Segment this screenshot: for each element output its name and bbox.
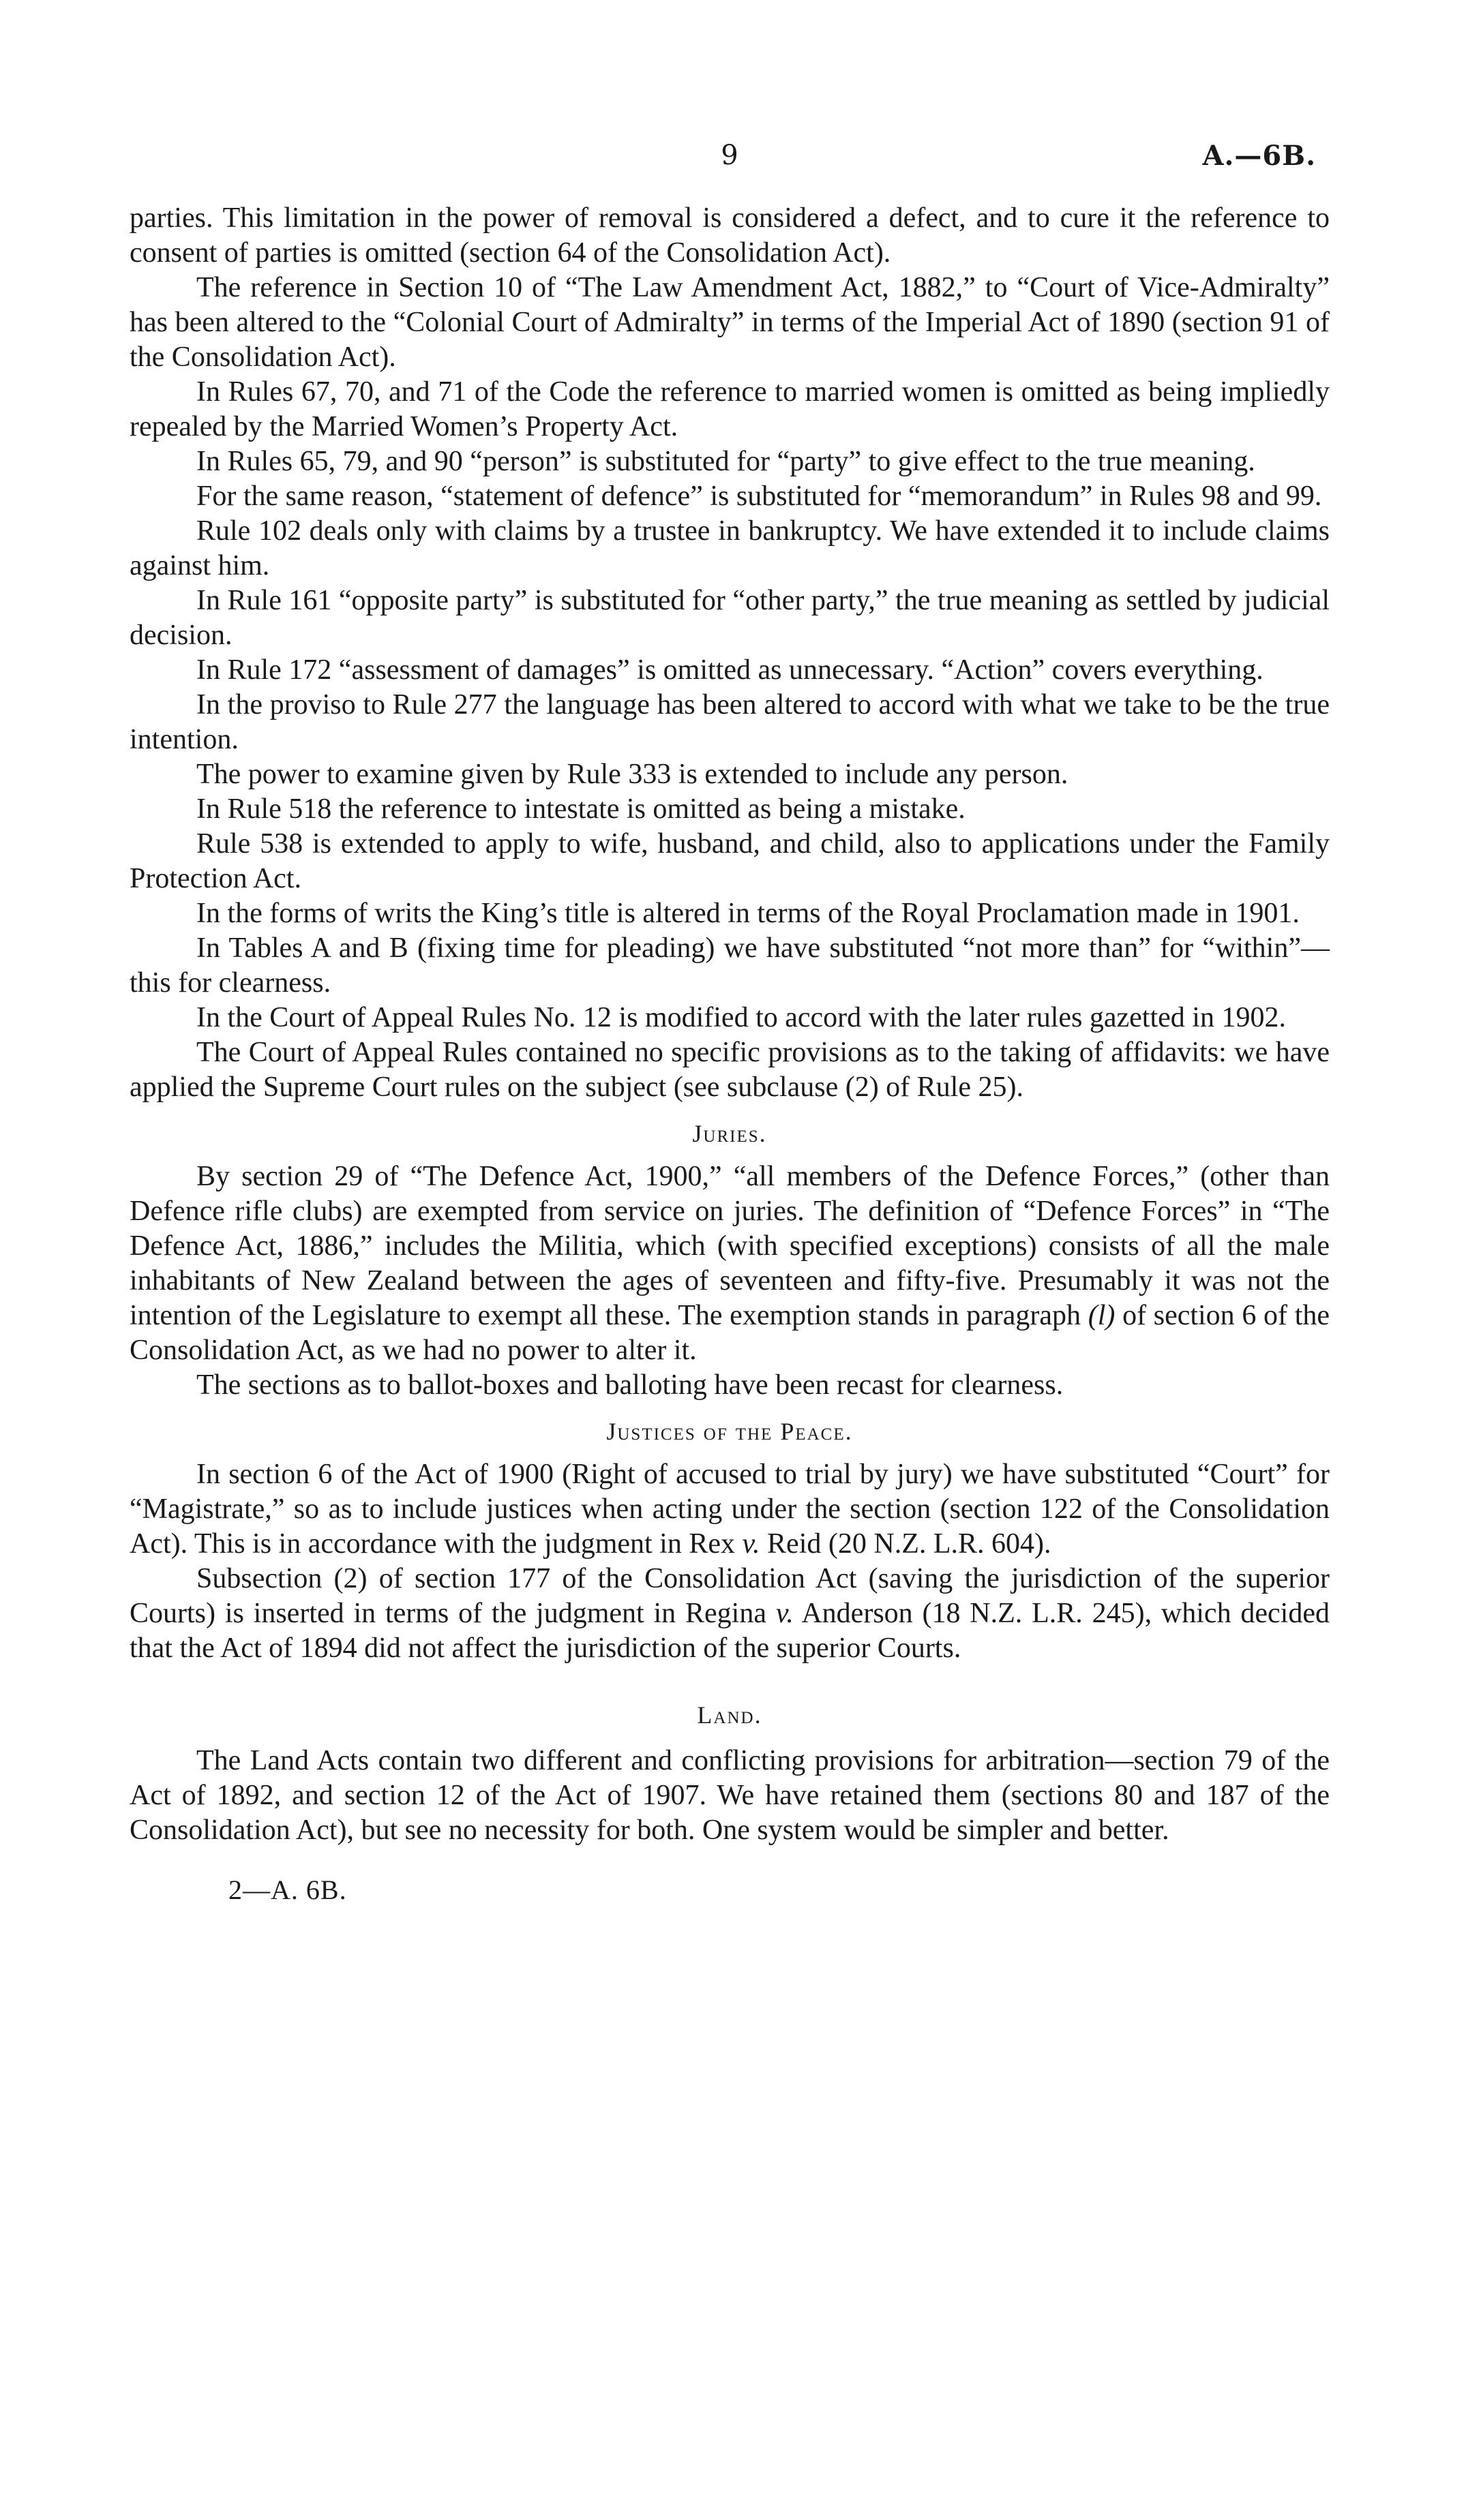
section-heading-juries: Juries. xyxy=(692,1120,767,1147)
text-run: In section 6 of the Act of 1900 (Right of accused to trial by jury) we have substituted “Court” for “Magistrate,” so as to include justices when acting under the section (section 122 of the Consolidation Act). This is in accordance with the judgment in Rex xyxy=(130,1459,1330,1560)
page-number: 9 xyxy=(721,140,738,171)
text-run-italic: (l) xyxy=(1088,1300,1116,1331)
paragraph: In Rules 65, 79, and 90 “person” is substituted for “party” to give effect to the true meaning. xyxy=(196,446,1255,477)
paragraph: The power to examine given by Rule 333 is extended to include any person. xyxy=(196,759,1068,790)
text-run-italic: v. xyxy=(742,1528,760,1560)
paragraph: In Rule 518 the reference to intestate is omitted as being a mistake. xyxy=(196,793,966,825)
section-heading-justices: Justices of the Peace. xyxy=(606,1418,853,1445)
text-run: By section 29 of “The Defence Act, 1900,” “all members of the Defence Forces,” (other than Defence rifle clubs) are exempted from service on juries. The definition of “Defence Forces” in “The Defence Act, 1886,” includes the Militia, which (with specified exceptions) consists of all the male inhabitants of New Zealand between the ages of seventeen and fifty-five. Presumably it was not the intention of the Legislature to exempt all these. The exemption stands in paragraph xyxy=(130,1161,1330,1331)
paragraph: The reference in Section 10 of “The Law Amendment Act, 1882,” to “Court of Vice-Admiralty” has been altered to the “Colonial Court of Admiralty” in terms of the Imperial Act of 1890 (section 91 of the Consolidation Act). xyxy=(130,272,1330,373)
paragraph-justices-subsection xyxy=(130,1562,1330,1666)
text-run: of section 6 of the Consolidation Act, as we had no power to alter it. xyxy=(130,1300,1330,1366)
document-body xyxy=(130,201,1330,1907)
paragraph: Rule 538 is extended to apply to wife, husband, and child, also to applications under the Family Protection Act. xyxy=(130,828,1330,894)
text-run: Subsection (2) of section 177 of the Consolidation Act (saving the jurisdiction of the superior Courts) is inserted in terms of the judgment in Regina xyxy=(130,1563,1330,1629)
paragraph: In the forms of writs the King’s title is altered in terms of the Royal Proclamation made in 1901. xyxy=(196,898,1300,929)
text-run: Reid (20 N.Z. L.R. 604). xyxy=(760,1528,1051,1560)
paragraph-juries-defence xyxy=(130,1159,1330,1368)
paragraph: In the proviso to Rule 277 the language has been altered to accord with what we take to be the true intention. xyxy=(130,689,1330,755)
paragraph: In Rules 67, 70, and 71 of the Code the reference to married women is omitted as being impliedly repealed by the Married Women’s Property Act. xyxy=(130,376,1330,442)
paragraph: In Rule 172 “assessment of damages” is omitted as unnecessary. “Action” covers everything. xyxy=(196,654,1263,686)
paragraph: parties. This limitation in the power of removal is considered a defect, and to cure it the reference to consent of parties is omitted (section 64 of the Consolidation Act). xyxy=(130,202,1330,269)
paragraph-justices-court xyxy=(130,1457,1330,1562)
text-run: Anderson (18 N.Z. L.R. 245), which decided that the Act of 1894 did not affect the jurisdiction of the superior Courts. xyxy=(130,1598,1330,1664)
paragraph-land-arbitration: The Land Acts contain two different and conflicting provisions for arbitration—section 79 of the Act of 1892, and section 12 of the Act of 1907. We have retained them (sections 80 and 187 of the Consolidation Act), but see no necessity for both. One system would be simpler and better. xyxy=(130,1745,1330,1846)
document-reference: A.—6B. xyxy=(1202,140,1316,172)
paragraph-juries-ballot: The sections as to ballot-boxes and balloting have been recast for clearness. xyxy=(196,1369,1064,1401)
page-header xyxy=(130,140,1330,181)
paragraph: In Rule 161 “opposite party” is substituted for “other party,” the true meaning as settled by judicial decision. xyxy=(130,585,1330,651)
paragraph: Rule 102 deals only with claims by a trustee in bankruptcy. We have extended it to include claims against him. xyxy=(130,515,1330,581)
paragraph: In the Court of Appeal Rules No. 12 is modified to accord with the later rules gazetted in 1902. xyxy=(196,1002,1286,1033)
signature-reference: 2—A. 6B. xyxy=(228,1874,347,1905)
paragraph: For the same reason, “statement of defence” is substituted for “memorandum” in Rules 98 and 99. xyxy=(196,481,1322,512)
paragraph: The Court of Appeal Rules contained no specific provisions as to the taking of affidavits: we have applied the Supreme Court rules on the subject (see subclause (2) of Rule 25). xyxy=(130,1037,1330,1103)
text-run-italic: v. xyxy=(775,1598,794,1629)
section-heading-land: Land. xyxy=(697,1701,762,1729)
document-page xyxy=(130,140,1330,1907)
paragraph: In Tables A and B (fixing time for pleading) we have substituted “not more than” for “within”—this for clearness. xyxy=(130,932,1330,999)
